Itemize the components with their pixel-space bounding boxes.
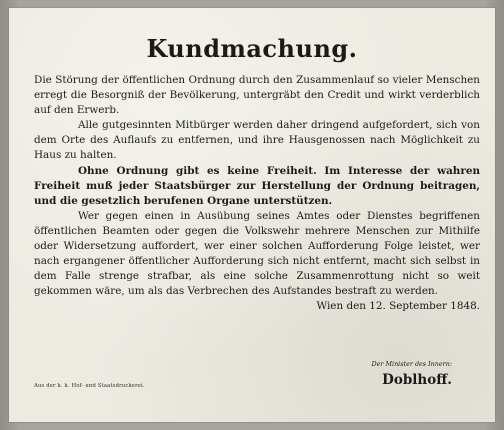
paragraph-penalty: Wer gegen einen in Ausübung seines Amtes oder Dienstes begriffenen öffentlichen Beamten oder gegen die Volkswehr mehrere Menschen zur Mithilfe oder Widersetzung auffordert, wer einer solchen Aufforderung Folge leistet, wer nach ergangener öffentlicher Aufforderung sich nicht entfernt, macht sich selbst in dem Falle strenge strafbar, als eine solche Zusammenrottung nicht so weit gekommen wäre, um als das Verbrechen des Aufstandes bestraft zu werden. xyxy=(34,209,480,298)
signatory-title: Der Minister des Innern: xyxy=(371,360,452,368)
signature-block xyxy=(371,360,452,388)
printer-credit: Aus der k. k. Hof- und Staatsdruckerei. xyxy=(34,383,145,389)
paragraph-disorder-warning: Die Störung der öffentlichen Ordnung durch den Zusammenlauf so vieler Menschen erregt die Besorgniß der Bevölkerung, untergräbt den Credit und wirkt verderblich auf den Erwerb. xyxy=(34,74,480,117)
page-title: Kundmachung. xyxy=(146,34,358,63)
date-text: Wien den 12. September 1848. xyxy=(316,300,480,313)
paragraph-order-freedom: Ohne Ordnung gibt es keine Freiheit. Im Interesse der wahren Freiheit muß jeder Staatsbürger zur Herstellung der Ordnung beitragen, und die gesetzlich berufenen Organe unterstützen. xyxy=(34,164,480,207)
date-line xyxy=(34,299,480,314)
poster-sheet xyxy=(9,8,495,422)
proclamation-body xyxy=(34,73,480,315)
signatory-name: Doblhoff. xyxy=(382,372,452,388)
paragraph-citizens-appeal: Alle gutgesinnten Mitbürger werden daher dringend aufgefordert, sich von dem Orte des Auflaufs zu entfernen, und ihre Hausgenossen nach Möglichkeit zu Haus zu halten. xyxy=(34,119,480,162)
